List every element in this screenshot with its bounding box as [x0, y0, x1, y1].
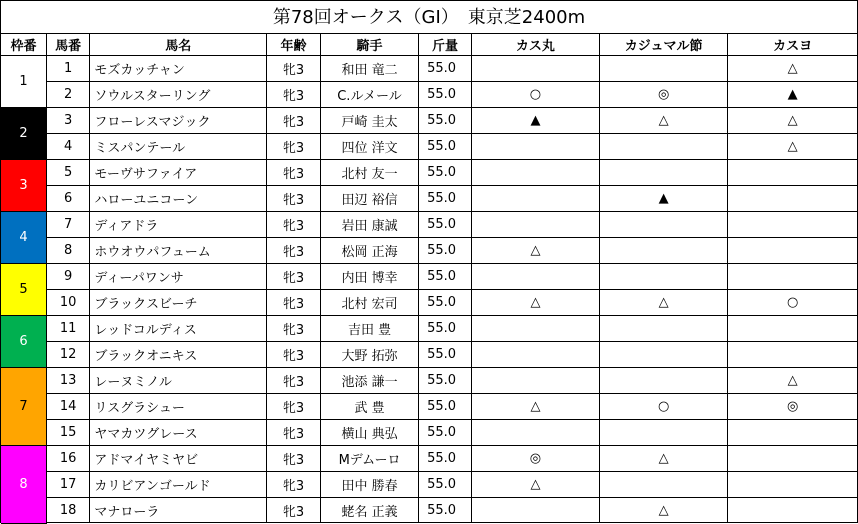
horse-number: 12: [46, 342, 89, 368]
mark-predictor-1: △: [471, 290, 599, 316]
horse-number: 7: [46, 212, 89, 238]
carried-weight: 55.0: [419, 134, 472, 160]
horse-name: ホウオウパフューム: [90, 238, 267, 264]
gate-cell: 1: [1, 56, 46, 108]
mark-predictor-3: △: [728, 56, 857, 82]
mark-predictor-2: △: [600, 108, 728, 134]
mark-predictor-3: ▲: [728, 82, 857, 108]
mark-predictor-2: [600, 264, 728, 290]
horse-number: 2: [46, 82, 89, 108]
horse-name: ソウルスターリング: [90, 82, 267, 108]
horse-number: 16: [46, 446, 89, 472]
horse-age: 牝3: [267, 290, 321, 316]
horse-number: 11: [46, 316, 89, 342]
horse-name: カリビアンゴールド: [90, 472, 267, 498]
mark-predictor-1: [471, 56, 599, 82]
carried-weight: 55.0: [419, 56, 472, 82]
table-row: [1, 342, 857, 368]
table-row: [1, 238, 857, 264]
jockey-name: 蛯名 正義: [320, 498, 418, 524]
jockey-name: 横山 典弘: [320, 420, 418, 446]
carried-weight: 55.0: [419, 212, 472, 238]
horse-number: 17: [46, 472, 89, 498]
carried-weight: 55.0: [419, 472, 472, 498]
horse-age: 牝3: [267, 134, 321, 160]
jockey-name: 武 豊: [320, 394, 418, 420]
carried-weight: 55.0: [419, 186, 472, 212]
table-row: [1, 186, 857, 212]
mark-predictor-2: [600, 160, 728, 186]
jockey-name: 田辺 裕信: [320, 186, 418, 212]
header-weight: 斤量: [419, 34, 472, 56]
mark-predictor-1: △: [471, 238, 599, 264]
horse-number: 14: [46, 394, 89, 420]
mark-predictor-1: [471, 316, 599, 342]
mark-predictor-1: △: [471, 394, 599, 420]
horse-name: リスグラシュー: [90, 394, 267, 420]
mark-predictor-1: [471, 342, 599, 368]
horse-number: 8: [46, 238, 89, 264]
horse-number: 3: [46, 108, 89, 134]
horse-age: 牝3: [267, 316, 321, 342]
mark-predictor-1: [471, 420, 599, 446]
horse-age: 牝3: [267, 394, 321, 420]
horse-number: 9: [46, 264, 89, 290]
mark-predictor-3: [728, 342, 857, 368]
carried-weight: 55.0: [419, 316, 472, 342]
mark-predictor-2: [600, 56, 728, 82]
horse-name: ディーパワンサ: [90, 264, 267, 290]
horse-number: 1: [46, 56, 89, 82]
horse-name: レーヌミノル: [90, 368, 267, 394]
mark-predictor-1: [471, 498, 599, 524]
horse-age: 牝3: [267, 368, 321, 394]
mark-predictor-3: ◎: [728, 394, 857, 420]
horse-number: 5: [46, 160, 89, 186]
mark-predictor-3: [728, 212, 857, 238]
mark-predictor-2: ○: [600, 394, 728, 420]
horse-age: 牝3: [267, 342, 321, 368]
table-row: [1, 56, 857, 82]
table-row: [1, 420, 857, 446]
header-predictor-1: カス丸: [471, 34, 599, 56]
carried-weight: 55.0: [419, 160, 472, 186]
carried-weight: 55.0: [419, 238, 472, 264]
mark-predictor-3: [728, 420, 857, 446]
table-row: [1, 108, 857, 134]
jockey-name: 四位 洋文: [320, 134, 418, 160]
table-row: [1, 472, 857, 498]
horse-name: レッドコルディス: [90, 316, 267, 342]
horse-name: マナローラ: [90, 498, 267, 524]
horse-age: 牝3: [267, 56, 321, 82]
header-age: 年齢: [267, 34, 321, 56]
table-row: [1, 212, 857, 238]
header-row: [1, 34, 857, 56]
jockey-name: 北村 友一: [320, 160, 418, 186]
entry-table: [1, 34, 857, 524]
gate-cell: 3: [1, 160, 46, 212]
horse-age: 牝3: [267, 108, 321, 134]
table-row: [1, 316, 857, 342]
horse-name: フローレスマジック: [90, 108, 267, 134]
gate-cell: 4: [1, 212, 46, 264]
carried-weight: 55.0: [419, 368, 472, 394]
jockey-name: Mデムーロ: [320, 446, 418, 472]
jockey-name: C.ルメール: [320, 82, 418, 108]
carried-weight: 55.0: [419, 82, 472, 108]
mark-predictor-2: [600, 134, 728, 160]
table-row: [1, 160, 857, 186]
gate-cell: 8: [1, 446, 46, 524]
mark-predictor-2: △: [600, 290, 728, 316]
horse-age: 牝3: [267, 82, 321, 108]
carried-weight: 55.0: [419, 446, 472, 472]
jockey-name: 戸崎 圭太: [320, 108, 418, 134]
horse-age: 牝3: [267, 472, 321, 498]
horse-name: モーヴサファイア: [90, 160, 267, 186]
mark-predictor-1: △: [471, 472, 599, 498]
mark-predictor-3: [728, 238, 857, 264]
mark-predictor-3: [728, 316, 857, 342]
jockey-name: 田中 勝春: [320, 472, 418, 498]
carried-weight: 55.0: [419, 108, 472, 134]
mark-predictor-2: ◎: [600, 82, 728, 108]
horse-age: 牝3: [267, 420, 321, 446]
mark-predictor-3: [728, 446, 857, 472]
jockey-name: 池添 謙一: [320, 368, 418, 394]
horse-age: 牝3: [267, 264, 321, 290]
table-row: [1, 446, 857, 472]
table-row: [1, 134, 857, 160]
horse-number: 4: [46, 134, 89, 160]
horse-name: ブラックスビーチ: [90, 290, 267, 316]
gate-cell: 6: [1, 316, 46, 368]
header-number: 馬番: [46, 34, 89, 56]
page-title: 第78回オークス（GI） 東京芝2400m: [1, 1, 857, 34]
table-row: [1, 264, 857, 290]
mark-predictor-1: [471, 264, 599, 290]
mark-predictor-2: [600, 342, 728, 368]
mark-predictor-1: [471, 160, 599, 186]
table-row: [1, 498, 857, 524]
horse-age: 牝3: [267, 238, 321, 264]
horse-name: モズカッチャン: [90, 56, 267, 82]
horse-number: 18: [46, 498, 89, 524]
horse-age: 牝3: [267, 446, 321, 472]
jockey-name: 岩田 康誠: [320, 212, 418, 238]
mark-predictor-2: [600, 212, 728, 238]
jockey-name: 北村 宏司: [320, 290, 418, 316]
horse-number: 15: [46, 420, 89, 446]
mark-predictor-1: ◎: [471, 446, 599, 472]
header-predictor-3: カスヨ: [728, 34, 857, 56]
mark-predictor-3: △: [728, 108, 857, 134]
mark-predictor-2: △: [600, 446, 728, 472]
mark-predictor-2: ▲: [600, 186, 728, 212]
horse-number: 10: [46, 290, 89, 316]
jockey-name: 内田 博幸: [320, 264, 418, 290]
mark-predictor-3: [728, 498, 857, 524]
carried-weight: 55.0: [419, 420, 472, 446]
table-row: [1, 368, 857, 394]
jockey-name: 和田 竜二: [320, 56, 418, 82]
horse-age: 牝3: [267, 498, 321, 524]
jockey-name: 大野 拓弥: [320, 342, 418, 368]
horse-name: ハローユニコーン: [90, 186, 267, 212]
header-gate: 枠番: [1, 34, 46, 56]
carried-weight: 55.0: [419, 264, 472, 290]
mark-predictor-2: [600, 472, 728, 498]
mark-predictor-1: [471, 212, 599, 238]
mark-predictor-2: [600, 420, 728, 446]
horse-name: ミスパンテール: [90, 134, 267, 160]
carried-weight: 55.0: [419, 394, 472, 420]
header-jockey: 騎手: [320, 34, 418, 56]
horse-age: 牝3: [267, 212, 321, 238]
gate-cell: 2: [1, 108, 46, 160]
mark-predictor-3: △: [728, 134, 857, 160]
mark-predictor-3: [728, 472, 857, 498]
table-row: [1, 82, 857, 108]
gate-cell: 7: [1, 368, 46, 446]
header-predictor-2: カジュマル節: [600, 34, 728, 56]
mark-predictor-3: [728, 160, 857, 186]
mark-predictor-3: [728, 186, 857, 212]
mark-predictor-1: [471, 368, 599, 394]
mark-predictor-3: ○: [728, 290, 857, 316]
mark-predictor-2: [600, 238, 728, 264]
mark-predictor-3: [728, 264, 857, 290]
horse-name: ディアドラ: [90, 212, 267, 238]
horse-name: ブラックオニキス: [90, 342, 267, 368]
carried-weight: 55.0: [419, 498, 472, 524]
table-row: [1, 290, 857, 316]
mark-predictor-2: [600, 368, 728, 394]
horse-name: ヤマカツグレース: [90, 420, 267, 446]
horse-name: アドマイヤミヤビ: [90, 446, 267, 472]
gate-cell: 5: [1, 264, 46, 316]
mark-predictor-1: ○: [471, 82, 599, 108]
mark-predictor-1: [471, 134, 599, 160]
jockey-name: 松岡 正海: [320, 238, 418, 264]
mark-predictor-1: ▲: [471, 108, 599, 134]
jockey-name: 吉田 豊: [320, 316, 418, 342]
mark-predictor-1: [471, 186, 599, 212]
header-horse: 馬名: [90, 34, 267, 56]
carried-weight: 55.0: [419, 290, 472, 316]
horse-age: 牝3: [267, 160, 321, 186]
horse-number: 6: [46, 186, 89, 212]
mark-predictor-2: △: [600, 498, 728, 524]
table-row: [1, 394, 857, 420]
horse-number: 13: [46, 368, 89, 394]
mark-predictor-2: [600, 316, 728, 342]
mark-predictor-3: △: [728, 368, 857, 394]
horse-age: 牝3: [267, 186, 321, 212]
carried-weight: 55.0: [419, 342, 472, 368]
